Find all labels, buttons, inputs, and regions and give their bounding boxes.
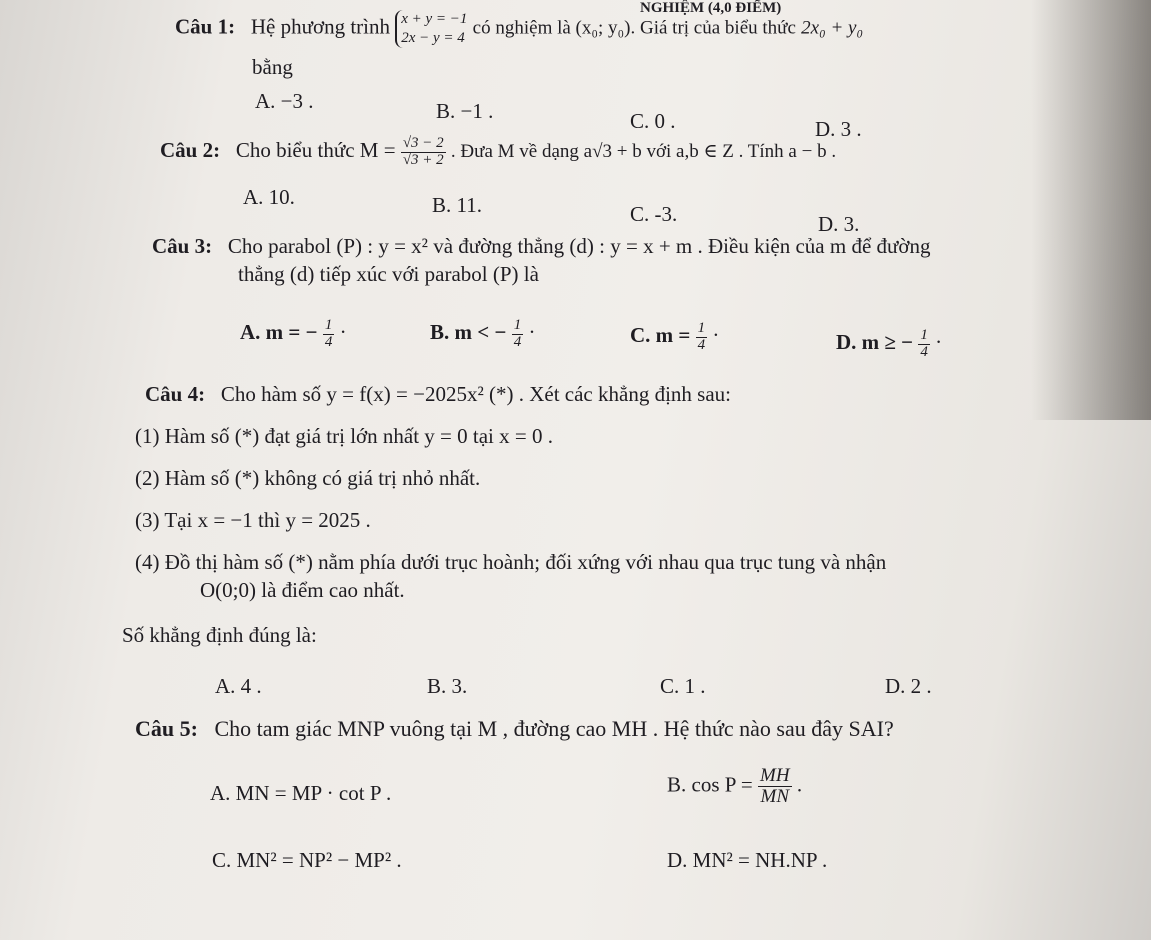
fraction-numerator: 1 (920, 327, 928, 343)
q5-option-b-label: B. cos P = (667, 772, 753, 797)
question-2-text: Cho biểu thức M = (235, 138, 396, 163)
q3-option-b[interactable] (430, 318, 535, 351)
q5-option-a[interactable]: A. MN = MP · cot P . (210, 781, 392, 805)
q5-option-b-fraction (758, 766, 792, 807)
q3-option-c[interactable] (630, 321, 719, 354)
section-header: NGHIỆM (4,0 ĐIỂM) (640, 0, 782, 16)
q3-option-a[interactable] (240, 318, 347, 351)
fraction-tail: . (796, 772, 803, 797)
question-5-text: Cho tam giác MNP vuông tại M , đường cao MH . Hệ thức nào sau đây SAI? (214, 716, 894, 741)
q2-option-b[interactable]: B. 11. (432, 193, 482, 217)
statement-4-line-2: O(0;0) là điểm cao nhất. (200, 578, 405, 602)
question-1-text-3: bằng (252, 55, 293, 79)
q1-option-c[interactable]: C. 0 . (630, 109, 676, 133)
q3-option-b-fraction (512, 318, 524, 351)
fraction-numerator: 1 (697, 320, 706, 336)
equation-1: x + y = −1 (401, 11, 468, 27)
question-3-text: Cho parabol (P) : y = x² và đường thẳng (d) : y = x + m . Điều kiện của m để đường (227, 234, 931, 258)
fraction-numerator: 1 (513, 317, 522, 333)
q3-option-d-label: D. m ≥ − (836, 330, 914, 355)
q1-option-b[interactable]: B. −1 . (436, 99, 494, 123)
q4-option-a[interactable]: A. 4 . (215, 674, 262, 698)
question-5-label: Câu 5: (135, 716, 198, 741)
fraction-denominator: 4 (697, 336, 706, 353)
question-1-text: Hệ phương trình (250, 14, 390, 39)
statement-3: (3) Tại x = −1 thì y = 2025 . (135, 508, 371, 532)
statement-1: (1) Hàm số (*) đạt giá trị lớn nhất y = 0 tại x = 0 . (135, 424, 553, 448)
question-2-text-2: . Đưa M về dạng a√3 + b với a,b ∈ Z . Tính a − b . (450, 141, 837, 163)
equation-system (395, 10, 467, 48)
fraction-tail: · (528, 320, 536, 345)
statement-2: (2) Hàm số (*) không có giá trị nhỏ nhất. (135, 466, 481, 490)
question-2-label: Câu 2: (160, 138, 221, 163)
fraction-denominator: 4 (513, 333, 522, 350)
q1-option-d[interactable]: D. 3 . (815, 117, 862, 141)
question-2 (160, 136, 836, 169)
q3-option-d[interactable] (836, 328, 942, 361)
question-3 (152, 234, 931, 259)
fraction-tail: · (339, 320, 347, 345)
q3-option-c-label: C. m = (630, 323, 691, 348)
q3-option-a-fraction (323, 318, 335, 351)
question-4 (145, 382, 731, 407)
page-shadow (1031, 0, 1151, 420)
q2-option-c[interactable]: C. -3. (630, 202, 678, 226)
m-fraction (401, 136, 446, 169)
question-3-label: Câu 3: (152, 234, 213, 258)
q5-option-d[interactable]: D. MN² = NH.NP . (667, 848, 828, 872)
q1-option-a[interactable]: A. −3 . (255, 89, 314, 113)
q3-option-b-label: B. m < − (430, 320, 507, 345)
question-1-text-2: có nghiệm là (x₀; y₀). Giá trị của biểu thức (472, 17, 796, 39)
q3-option-a-label: A. m = − (240, 320, 318, 345)
fraction-tail: · (712, 323, 720, 348)
question-1-label: Câu 1: (175, 14, 236, 39)
q4-option-c[interactable]: C. 1 . (660, 674, 706, 698)
question-1-expression: 2x₀ + y₀ (801, 17, 864, 39)
equation-2: 2x − y = 4 (401, 29, 465, 46)
question-4-text: Cho hàm số y = f(x) = −2025x² (*) . Xét các khẳng định sau: (220, 382, 731, 406)
fraction-tail: · (935, 330, 943, 355)
question-3-text-2: thẳng (d) tiếp xúc với parabol (P) là (238, 262, 539, 286)
fraction-numerator: MH (760, 765, 790, 786)
m-numerator: √3 − 2 (402, 135, 444, 151)
question-1 (175, 10, 863, 48)
q4-option-d[interactable]: D. 2 . (885, 674, 932, 698)
question-4-label: Câu 4: (145, 382, 206, 406)
question-5 (135, 716, 894, 742)
fraction-numerator: 1 (324, 317, 333, 333)
q5-option-c[interactable]: C. MN² = NP² − MP² . (212, 848, 402, 872)
m-denominator: √3 + 2 (402, 151, 444, 168)
question-4-prompt: Số khẳng định đúng là: (122, 623, 317, 647)
q4-option-b[interactable]: B. 3. (427, 674, 468, 698)
fraction-denominator: 4 (920, 343, 928, 360)
q2-option-d[interactable]: D. 3. (818, 212, 860, 236)
q3-option-c-fraction (696, 321, 708, 354)
q3-option-d-fraction (918, 328, 930, 361)
fraction-denominator: 4 (324, 333, 333, 350)
statement-4-line-1: (4) Đồ thị hàm số (*) nằm phía dưới trục hoành; đối xứng với nhau qua trục tung và nhận (135, 550, 887, 574)
q5-option-b[interactable] (667, 766, 802, 807)
q2-option-a[interactable]: A. 10. (243, 185, 295, 209)
fraction-denominator: MN (760, 785, 790, 807)
